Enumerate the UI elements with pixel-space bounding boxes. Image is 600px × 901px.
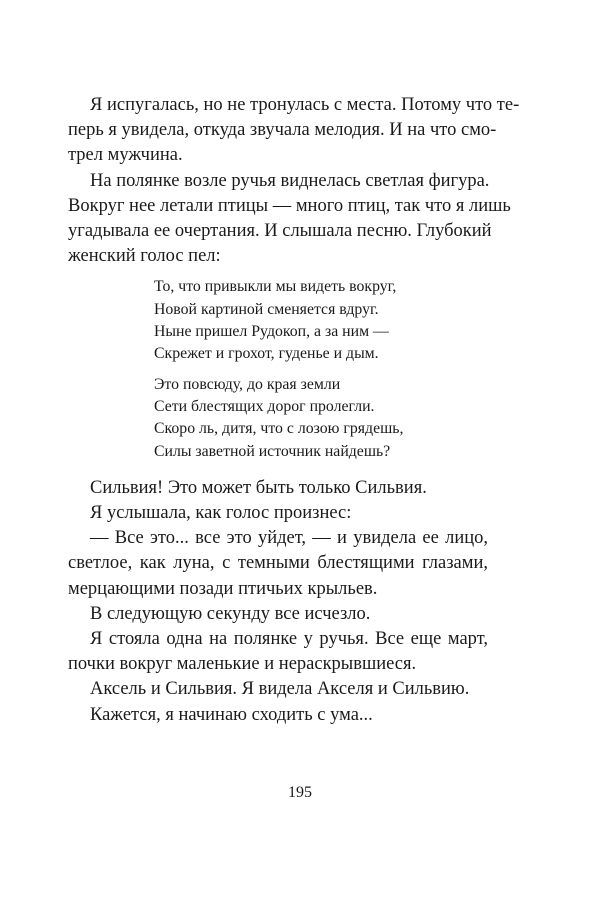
text-line: светлое, как луна, с темными блестящими глазами, [68,553,488,574]
text-line: почки вокруг маленькие и нераскрывшиеся. [68,654,417,675]
text-line: женский голос пел: [68,246,221,267]
verse-stanza [154,276,488,365]
text-line: На полянке возле ручья виднелась светлая фигура. [90,170,490,191]
paragraph [68,93,520,169]
text-line: В следующую секунду все исчезло. [90,603,371,624]
verse [154,276,488,463]
paragraph [68,169,511,270]
verse-line: То, что привыкли мы видеть вокруг, [154,278,397,296]
paragraph [68,627,488,677]
page-text [68,93,520,728]
verse-line: Новой картиной сменяется вдруг. [154,300,379,318]
paragraph [68,526,488,602]
text-line: перь я увидела, откуда звучала мелодия. И на что смо- [68,120,497,141]
paragraph [68,476,488,501]
text-line: Вокруг нее летали птицы — много птиц, так что я лишь [68,195,511,216]
text-line: трел мужчина. [68,145,183,166]
paragraph [68,501,488,526]
text-line: Кажется, я начинаю сходить с ума... [90,704,373,725]
paragraph [68,602,488,627]
verse-line: Ныне пришел Рудокоп, а за ним — [154,322,389,340]
verse-line: Скоро ль, дитя, что с лозою грядешь, [154,420,404,438]
text-line: Я услышала, как голос произнес: [90,503,352,523]
verse-line: Сети блестящих дорог пролегли. [154,398,375,416]
text-line: Аксель и Сильвия. Я видела Акселя и Сильвию. [90,679,470,700]
text-line: угадывала ее очертания. И слышала песню. Глубокий [68,220,492,241]
verse-line: Скрежет и грохот, гуденье и дым. [154,344,379,362]
verse-line: Это повсюду, до края земли [154,376,341,394]
text-line: Я испугалась, но не тронулась с места. Потому что те- [90,95,520,115]
verse-line: Силы заветной источник найдешь? [154,442,391,460]
text-line: мерцающими позади птичьих крыльев. [68,578,378,599]
paragraph [68,677,488,702]
paragraph [68,703,488,728]
text-line: Я стояла одна на полянке у ручья. Все еще март, [90,628,488,649]
page-number: 195 [288,784,312,801]
verse-stanza [154,374,488,463]
text-line: — Все это... все это уйдет, — и увидела ее лицо, [90,528,488,549]
text-after-verse [68,476,488,728]
text-line: Сильвия! Это может быть только Сильвия. [90,477,427,498]
